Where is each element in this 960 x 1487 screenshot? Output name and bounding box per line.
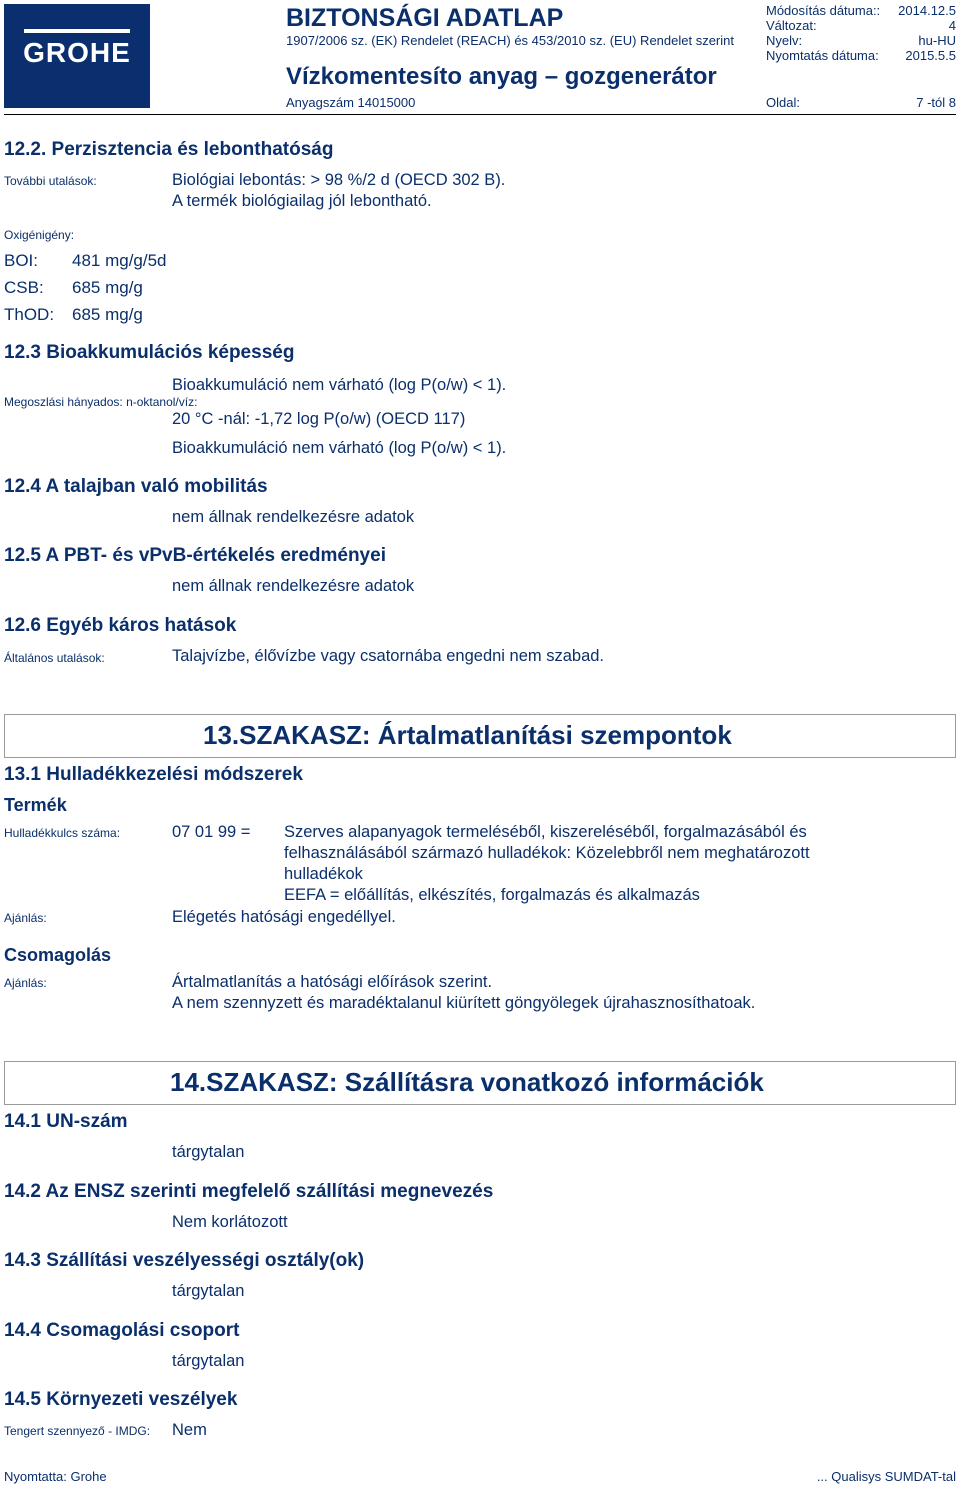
logo-text: GROHE [23, 37, 131, 68]
heading-14-2: 14.2 Az ENSZ szerinti megfelelő szállítási megnevezés [4, 1181, 494, 1202]
section-13-title: 13.SZAKASZ: Ártalmatlanítási szempontok [203, 720, 732, 750]
heading-12-6: 12.6 Egyéb káros hatások [4, 615, 237, 636]
page-label: Oldal: [766, 95, 800, 110]
product-name: Vízkomentesíto anyag – gozgenerátor [286, 63, 717, 90]
oxygen-label: Oxigénigény: [4, 228, 75, 242]
further-line1: Biológiai lebontás: > 98 %/2 d (OECD 302 B). [172, 171, 506, 189]
bioaccum-line1: Bioakkumuláció nem várható (log P(o/w) < 1). [172, 376, 507, 394]
product-heading: Termék [4, 795, 67, 815]
thod-label: ThOD: [4, 305, 55, 324]
footer-printed-by: Nyomtatta: Grohe [4, 1469, 107, 1484]
document-title: BIZTONSÁGI ADATLAP [286, 4, 564, 32]
heading-14-1: 14.1 UN-szám [4, 1111, 128, 1132]
thod-value: 685 mg/g [72, 305, 143, 324]
recommendation-value: Elégetés hatósági engedéllyel. [172, 908, 396, 926]
recommendation-label: Ajánlás: [4, 911, 47, 925]
heading-12-4: 12.4 A talajban való mobilitás [4, 476, 268, 497]
mod-date-value: 2014.12.5 [898, 3, 956, 18]
recommendation2-line1: Ártalmatlanítás a hatósági előírások szerint. [172, 973, 493, 991]
waste-code: 07 01 99 = [172, 823, 251, 841]
version-value: 4 [948, 18, 956, 33]
boi-value: 481 mg/g/5d [72, 251, 167, 270]
general-value: Talajvízbe, élővízbe vagy csatornába engedni nem szabad. [172, 647, 605, 665]
header-divider [4, 114, 956, 115]
waste-desc-1: Szerves alapanyagok termeléséből, kiszereléséből, forgalmazásából és [284, 823, 807, 841]
regulation-text: 1907/2006 sz. (EK) Rendelet (REACH) és 453/2010 sz. (EU) Rendelet szerint [286, 33, 734, 48]
waste-desc-4: EEFA = előállítás, elkészítés, forgalmazás és alkalmazás [284, 886, 700, 904]
recommendation2-line2: A nem szennyzett és maradéktalanul kiürített göngyölegek újrahasznosíthatoak. [172, 994, 756, 1012]
heading-14-3: 14.3 Szállítási veszélyességi osztály(ok) [4, 1250, 365, 1271]
packaging-heading: Csomagolás [4, 945, 112, 965]
print-date-label: Nyomtatás dátuma: [766, 48, 879, 63]
waste-key-label: Hulladékkulcs száma: [4, 826, 121, 840]
heading-13-1: 13.1 Hulladékkezelési módszerek [4, 764, 303, 785]
imdg-value: Nem [172, 1421, 207, 1439]
heading-12-2: 12.2. Perzisztencia és lebonthatóság [4, 139, 334, 160]
heading-14-5: 14.5 Környezeti veszélyek [4, 1389, 238, 1410]
partition-value: 20 °C -nál: -1,72 log P(o/w) (OECD 117) [172, 410, 466, 428]
further-label: További utalások: [4, 174, 97, 188]
further-line2: A termék biológiailag jól lebontható. [172, 192, 432, 210]
heading-12-3: 12.3 Bioakkumulációs képesség [4, 342, 295, 363]
section-14-title: 14.SZAKASZ: Szállításra vonatkozó információk [170, 1067, 764, 1097]
language-value: hu-HU [918, 33, 956, 48]
csb-value: 685 mg/g [72, 278, 143, 297]
boi-label: BOI: [4, 251, 39, 270]
un-number-value: tárgytalan [172, 1143, 245, 1161]
recommendation2-label: Ajánlás: [4, 976, 47, 990]
pbt-value: nem állnak rendelkezésre adatok [172, 577, 415, 595]
substance-number: Anyagszám 14015000 [286, 95, 416, 110]
heading-12-5: 12.5 A PBT- és vPvB-értékelés eredményei [4, 545, 386, 566]
grohe-logo [4, 4, 150, 108]
partition-label: Megoszlási hányados: n-oktanol/víz: [4, 395, 198, 409]
csb-label: CSB: [4, 278, 44, 297]
shipping-name-value: Nem korlátozott [172, 1213, 288, 1231]
hazard-class-value: tárgytalan [172, 1282, 245, 1300]
packing-group-value: tárgytalan [172, 1352, 245, 1370]
footer-generator: ... Qualisys SUMDAT-tal [816, 1469, 956, 1484]
waste-desc-2: felhasználásából származó hulladékok: Közelebbről nem meghatározott [284, 844, 810, 862]
language-label: Nyelv: [766, 33, 803, 48]
mod-date-label: Módosítás dátuma:: [766, 3, 881, 18]
imdg-label: Tengert szennyező - IMDG: [4, 1424, 151, 1438]
waste-desc-3: hulladékok [284, 865, 363, 883]
version-label: Változat: [766, 18, 817, 33]
mobility-value: nem állnak rendelkezésre adatok [172, 508, 415, 526]
print-date-value: 2015.5.5 [905, 48, 956, 63]
bioaccum-line2: Bioakkumuláció nem várható (log P(o/w) < 1). [172, 439, 507, 457]
page-value: 7 -tól 8 [916, 95, 956, 110]
heading-14-4: 14.4 Csomagolási csoport [4, 1320, 240, 1341]
general-label: Általános utalások: [4, 651, 105, 665]
